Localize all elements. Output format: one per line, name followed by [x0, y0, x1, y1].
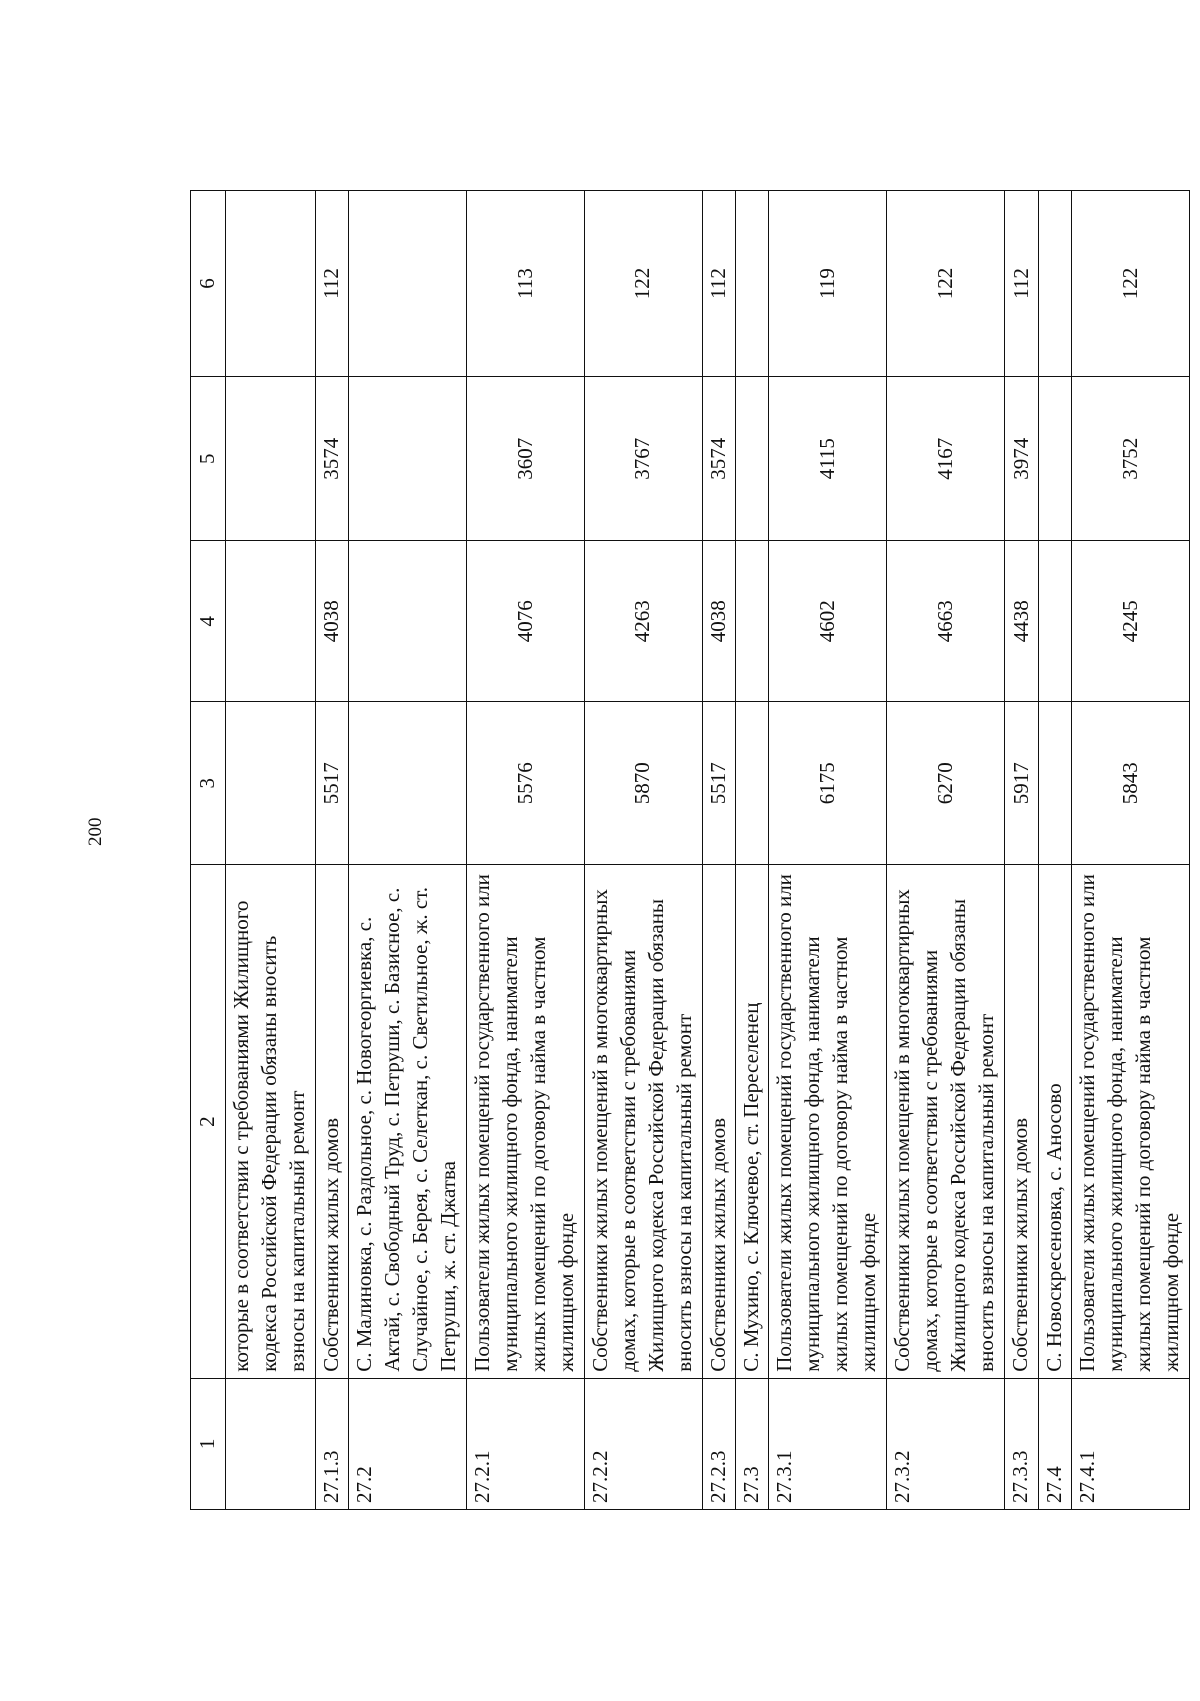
row-description: Собственники жилых домов: [702, 865, 735, 1378]
row-description: Собственники жилых домов: [1005, 865, 1038, 1378]
table-row: [736, 191, 769, 1510]
header-cell-2: 2: [191, 865, 226, 1378]
value-col-5: 3752: [1071, 377, 1189, 541]
value-col-6: [736, 191, 769, 377]
value-col-4: 4245: [1071, 541, 1189, 702]
value-col-6: [226, 191, 316, 377]
value-col-4: 4038: [702, 541, 735, 702]
value-col-6: [1038, 191, 1071, 377]
value-col-3: [226, 702, 316, 865]
value-col-6: 112: [1005, 191, 1038, 377]
table-row: [584, 191, 702, 1510]
value-col-3: 6175: [769, 702, 887, 865]
row-code: 27.3.3: [1005, 1378, 1038, 1509]
value-col-4: 4438: [1005, 541, 1038, 702]
row-code: 27.4: [1038, 1378, 1071, 1509]
row-code: 27.3.2: [887, 1378, 1005, 1509]
header-cell-3: 3: [191, 702, 226, 865]
table-row: [887, 191, 1005, 1510]
header-cell-5: 5: [191, 377, 226, 541]
value-col-4: 4263: [584, 541, 702, 702]
row-description: Пользователи жилых помещений государственного или муниципального жилищного фонда, наниматели жилых помещений по договору найма в частном жилищном фонде: [1071, 865, 1189, 1378]
value-col-4: 4663: [887, 541, 1005, 702]
table-row: [702, 191, 735, 1510]
page-number: 200: [85, 817, 106, 846]
rotated-table-container: [190, 190, 1190, 1510]
row-code: 27.2.3: [702, 1378, 735, 1509]
value-col-4: 4602: [769, 541, 887, 702]
value-col-5: 4115: [769, 377, 887, 541]
row-code: 27.3: [736, 1378, 769, 1509]
row-description: Собственники жилых домов: [315, 865, 348, 1378]
header-cell-4: 4: [191, 541, 226, 702]
value-col-6: 112: [315, 191, 348, 377]
row-description: Собственники жилых помещений в многоквартирных домах, которые в соответствии с требованиями Жилищного кодекса Российской Федерации обязаны вносить взносы на капитальный ремонт: [887, 865, 1005, 1378]
row-description: С. Малиновка, с. Раздольное, с. Новогеоргиевка, с. Актай, с. Свободный Труд, с. Петруши, с. Базисное, с. Случайное, с. Берея, с. Селеткан, с. Светильное, ж. ст. Петруши, ж. ст. Джатва: [349, 865, 467, 1378]
value-col-5: 3574: [702, 377, 735, 541]
table-row: [315, 191, 348, 1510]
value-col-5: 3974: [1005, 377, 1038, 541]
row-description: которые в соответствии с требованиями Жилищного кодекса Российской Федерации обязаны вносить взносы на капитальный ремонт: [226, 865, 316, 1378]
row-code: 27.3.1: [769, 1378, 887, 1509]
value-col-5: [226, 377, 316, 541]
table-row: [349, 191, 467, 1510]
table-row: [1071, 191, 1189, 1510]
value-col-6: 122: [1071, 191, 1189, 377]
value-col-5: [1038, 377, 1071, 541]
value-col-6: 122: [887, 191, 1005, 377]
value-col-3: 5917: [1005, 702, 1038, 865]
row-description: Собственники жилых помещений в многоквартирных домах, которые в соответствии с требованиями Жилищного кодекса Российской Федерации обязаны вносить взносы на капитальный ремонт: [584, 865, 702, 1378]
row-description: Пользователи жилых помещений государственного или муниципального жилищного фонда, наниматели жилых помещений по договору найма в частном жилищном фонде: [769, 865, 887, 1378]
row-description: С. Мухино, с. Ключевое, ст. Переселенец: [736, 865, 769, 1378]
header-cell-6: 6: [191, 191, 226, 377]
header-row: [191, 191, 226, 1510]
value-col-4: [349, 541, 467, 702]
value-col-5: 3574: [315, 377, 348, 541]
value-col-5: [349, 377, 467, 541]
table-row: [1005, 191, 1038, 1510]
value-col-3: 6270: [887, 702, 1005, 865]
row-description: Пользователи жилых помещений государственного или муниципального жилищного фонда, наниматели жилых помещений по договору найма в частном жилищном фонде: [466, 865, 584, 1378]
table-row: [226, 191, 316, 1510]
row-code: 27.4.1: [1071, 1378, 1189, 1509]
row-description: С. Новоскресеновка, с. Аносово: [1038, 865, 1071, 1378]
table-row: [769, 191, 887, 1510]
value-col-4: [736, 541, 769, 702]
value-col-3: 5517: [315, 702, 348, 865]
value-col-5: [736, 377, 769, 541]
table-row: [466, 191, 584, 1510]
table-row: [1038, 191, 1071, 1510]
value-col-4: [1038, 541, 1071, 702]
value-col-5: 3767: [584, 377, 702, 541]
value-col-6: 122: [584, 191, 702, 377]
value-col-3: 5843: [1071, 702, 1189, 865]
value-col-3: 5870: [584, 702, 702, 865]
row-code: 27.2.1: [466, 1378, 584, 1509]
row-code: [226, 1378, 316, 1509]
value-col-6: 113: [466, 191, 584, 377]
value-col-4: [226, 541, 316, 702]
value-col-3: [349, 702, 467, 865]
value-col-3: 5576: [466, 702, 584, 865]
value-col-6: 119: [769, 191, 887, 377]
tariff-table: [190, 190, 1190, 1510]
value-col-4: 4076: [466, 541, 584, 702]
row-code: 27.2.2: [584, 1378, 702, 1509]
header-cell-1: 1: [191, 1378, 226, 1509]
row-code: 27.2: [349, 1378, 467, 1509]
value-col-5: 3607: [466, 377, 584, 541]
value-col-6: [349, 191, 467, 377]
value-col-5: 4167: [887, 377, 1005, 541]
value-col-4: 4038: [315, 541, 348, 702]
value-col-3: 5517: [702, 702, 735, 865]
value-col-3: [1038, 702, 1071, 865]
value-col-6: 112: [702, 191, 735, 377]
row-code: 27.1.3: [315, 1378, 348, 1509]
value-col-3: [736, 702, 769, 865]
